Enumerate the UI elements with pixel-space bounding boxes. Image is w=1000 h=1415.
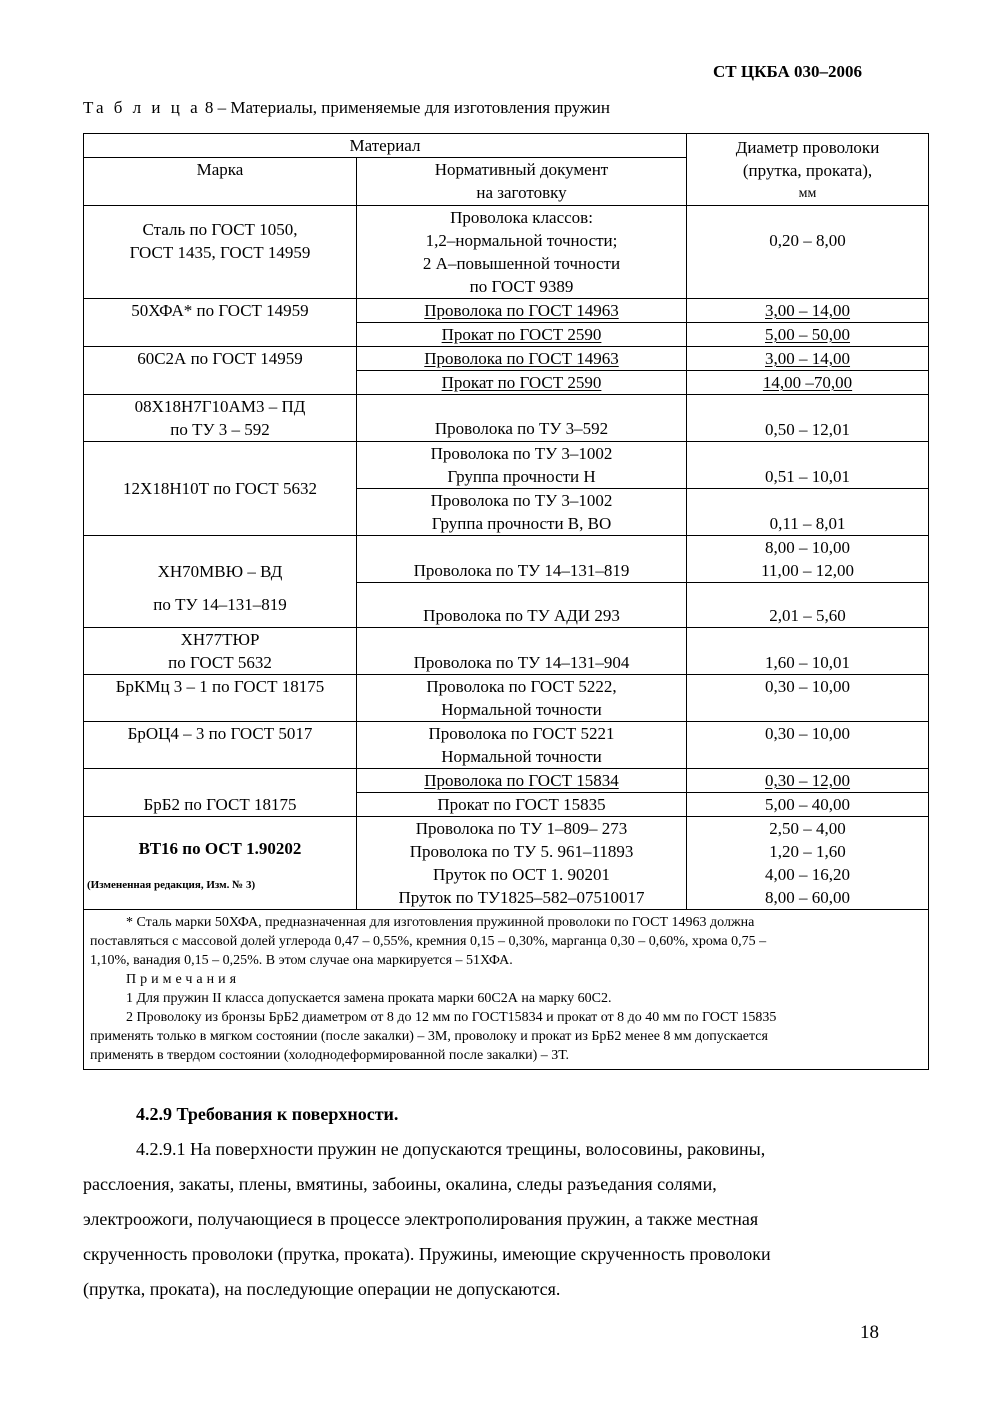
diameter-value: 4,00 – 16,20 [765, 865, 851, 884]
table-row [84, 299, 929, 323]
footnote-line: 1,10%, ванадия 0,15 – 0,25%. В этом случае она маркируется – 51ХФА. [90, 953, 513, 968]
diameter-value: 3,00 – 14,00 [765, 301, 851, 320]
doc-cell [357, 817, 687, 910]
grade-line: по ТУ 3 – 592 [170, 420, 270, 439]
grade-cell [84, 536, 357, 628]
table-caption [83, 98, 610, 118]
page-number: 18 [860, 1322, 879, 1343]
doc-cell [357, 489, 687, 536]
table-row [84, 769, 929, 793]
diameter-value: 14,00 –70,00 [762, 373, 853, 392]
table-row [84, 536, 929, 583]
diameter-cell: 5,00 – 40,00 [687, 793, 929, 817]
header-diameter-line-2: (прутка, проката), [742, 161, 873, 180]
diameter-cell: 0,11 – 8,01 [687, 489, 929, 536]
header-diameter-line-1: Диаметр проволоки [735, 138, 880, 157]
diameter-cell [687, 347, 929, 371]
grade-cell [84, 628, 357, 675]
grade-cell: БрКМц 3 – 1 по ГОСТ 18175 [84, 675, 357, 722]
doc-cell: Проволока по ТУ 14–131–904 [357, 628, 687, 675]
header-norm-doc [357, 158, 687, 206]
materials-table [83, 133, 929, 1070]
doc-line: Проволока по ГОСТ 14963 [424, 301, 619, 320]
doc-line: Пруток по ТУ1825–582–07510017 [398, 888, 645, 907]
diameter-cell: 0,30 – 10,00 [687, 722, 929, 769]
doc-cell [357, 675, 687, 722]
diameter-cell [687, 371, 929, 395]
section-body [83, 1132, 873, 1307]
doc-line: Проволока по ГОСТ 15834 [424, 771, 619, 790]
diameter-cell [687, 769, 929, 793]
header-diameter [687, 134, 929, 206]
note-line: 2 Проволоку из бронзы БрБ2 диаметром от 8 до 12 мм по ГОСТ15834 и прокат от 8 до 40 мм по ГОСТ 15835 [126, 1010, 777, 1025]
table-caption-title: 8 – Материалы, применяемые для изготовления пружин [200, 98, 610, 117]
diameter-value: 3,00 – 14,00 [765, 349, 851, 368]
table-row [84, 817, 929, 910]
doc-cell [357, 347, 687, 371]
doc-line: Проволока по ТУ 1–809– 273 [415, 819, 628, 838]
paragraph-line: 4.2.9.1 На поверхности пружин не допускаются трещины, волосовины, раковины, [136, 1139, 766, 1159]
header-norm-doc-line-1: Нормативный документ [434, 160, 609, 180]
doc-cell: Прокат по ГОСТ 15835 [357, 793, 687, 817]
diameter-cell: 0,30 – 10,00 [687, 675, 929, 722]
diameter-value: 11,00 – 12,00 [761, 561, 854, 580]
diameter-value: 0,30 – 12,00 [765, 771, 851, 790]
doc-cell: Проволока по ТУ 14–131–819 [357, 536, 687, 583]
doc-cell: Проволока по ТУ АДИ 293 [357, 583, 687, 628]
doc-line: Прокат по ГОСТ 2590 [441, 373, 602, 392]
table-notes [84, 910, 929, 1070]
doc-line: Проволока по ГОСТ 5222, [426, 677, 617, 696]
notes-title: Примечания [126, 972, 241, 987]
diameter-cell [687, 536, 929, 583]
diameter-value: 8,00 – 10,00 [765, 538, 851, 557]
note-line: применять только в мягком состоянии (после закалки) – 3М, проволоку и прокат из БрБ2 менее 8 мм допускается [90, 1029, 768, 1044]
doc-cell: Проволока по ТУ 3–592 [357, 395, 687, 442]
doc-line: Группа прочности Н [447, 467, 596, 486]
diameter-cell: 0,20 – 8,00 [687, 206, 929, 299]
doc-line: Нормальной точности [441, 700, 602, 719]
diameter-value: 8,00 – 60,00 [765, 888, 851, 907]
grade-line: ГОСТ 1435, ГОСТ 14959 [129, 243, 311, 262]
grade-cell: 60С2А по ГОСТ 14959 [84, 347, 357, 395]
paragraph-line: расслоения, закаты, плены, вмятины, забоины, окалина, следы разъедания солями, [83, 1174, 717, 1194]
paragraph-line: скрученность проволоки (прутка, проката). Пружины, имеющие скрученность проволоки [83, 1244, 771, 1264]
doc-line: по ГОСТ 9389 [469, 277, 574, 296]
footnote-line: поставляться с массовой долей углерода 0,47 – 0,55%, кремния 0,15 – 0,30%, марганца 0,30 – 0,60%, хрома 0,75 – [90, 934, 767, 949]
table-row [84, 395, 929, 442]
diameter-cell [687, 299, 929, 323]
table-row [84, 347, 929, 371]
doc-cell [357, 323, 687, 347]
grade-cell: БрБ2 по ГОСТ 18175 [84, 769, 357, 817]
table-notes-row [84, 910, 929, 1070]
table-row [84, 722, 929, 769]
doc-cell [357, 299, 687, 323]
table-caption-label: Та б л и ц а [83, 98, 201, 117]
grade-line: ХН77ТЮР [180, 630, 260, 649]
diameter-cell [687, 817, 929, 910]
section-heading: 4.2.9 Требования к поверхности. [136, 1104, 399, 1124]
diameter-value: 2,50 – 4,00 [769, 819, 846, 838]
diameter-value: 1,20 – 1,60 [769, 842, 846, 861]
doc-cell [357, 371, 687, 395]
header-grade: Марка [84, 158, 357, 206]
grade-cell: 12Х18Н10Т по ГОСТ 5632 [84, 442, 357, 536]
doc-cell [357, 442, 687, 489]
grade-line: Сталь по ГОСТ 1050, [142, 220, 298, 239]
table-row [84, 628, 929, 675]
revision-note: (Измененная редакция, Изм. № 3) [87, 879, 256, 891]
paragraph-line: электроожоги, получающиеся в процессе электрополирования пружин, а также местная [83, 1209, 759, 1229]
doc-line: Проволока по ТУ 3–1002 [430, 444, 613, 463]
footnote-line: * Сталь марки 50ХФА, предназначенная для изготовления пружинной проволоки по ГОСТ 14963 должна [126, 915, 755, 930]
doc-line: 2 А–повышенной точности [422, 254, 621, 273]
grade-line: ХН70МВЮ – ВД [157, 562, 283, 581]
diameter-value: 5,00 – 50,00 [765, 325, 851, 344]
grade-cell [84, 206, 357, 299]
paragraph-line: (прутка, проката), на последующие операции не допускаются. [83, 1279, 561, 1299]
grade-cell: 50ХФА* по ГОСТ 14959 [84, 299, 357, 347]
doc-cell [357, 722, 687, 769]
header-material: Материал [84, 134, 687, 158]
doc-cell [357, 206, 687, 299]
doc-line: Прокат по ГОСТ 2590 [441, 325, 602, 344]
grade-line: по ГОСТ 5632 [168, 653, 272, 672]
note-line: 1 Для пружин II класса допускается замена проката марки 60С2А на марку 60С2. [126, 991, 612, 1006]
doc-line: Проволока по ТУ 3–1002 [430, 491, 613, 510]
document-code: СТ ЦКБА 030–2006 [713, 62, 862, 81]
doc-line: Группа прочности В, ВО [431, 514, 612, 533]
doc-line: Проволока по ГОСТ 14963 [424, 349, 619, 368]
grade-line: ВТ16 по ОСТ 1.90202 [138, 839, 302, 858]
grade-line: 08Х18Н7Г10АМ3 – ПД [134, 397, 306, 416]
table-header-row [84, 134, 929, 158]
doc-line: 1,2–нормальной точности; [425, 231, 618, 250]
grade-cell: БрОЦ4 – 3 по ГОСТ 5017 [84, 722, 357, 769]
doc-line: Нормальной точности [441, 747, 602, 766]
grade-cell [84, 817, 357, 910]
doc-line: Пруток по ОСТ 1. 90201 [432, 865, 611, 884]
grade-cell [84, 395, 357, 442]
doc-line: Проволока по ТУ 5. 961–11893 [409, 842, 634, 861]
diameter-cell: 1,60 – 10,01 [687, 628, 929, 675]
table-row [84, 206, 929, 299]
diameter-cell: 0,50 – 12,01 [687, 395, 929, 442]
doc-line: Проволока по ГОСТ 5221 [428, 724, 615, 743]
doc-line: Проволока классов: [450, 208, 593, 227]
table-row [84, 675, 929, 722]
doc-cell [357, 769, 687, 793]
grade-line: по ТУ 14–131–819 [153, 595, 287, 614]
note-line: применять в твердом состоянии (холоднодеформированной после закалки) – 3Т. [90, 1048, 569, 1063]
header-norm-doc-line-2: на заготовку [476, 183, 567, 203]
diameter-cell: 2,01 – 5,60 [687, 583, 929, 628]
diameter-cell [687, 323, 929, 347]
header-diameter-line-3: мм [798, 186, 817, 201]
diameter-cell: 0,51 – 10,01 [687, 442, 929, 489]
table-row [84, 442, 929, 489]
